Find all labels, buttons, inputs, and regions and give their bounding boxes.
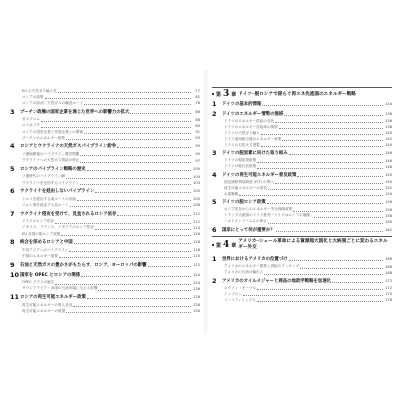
subsection-title: ドイツの石炭火力発電 [224,142,260,147]
subsection-title: ドイツの天然ガス輸入 [224,130,260,135]
dot-leader [70,203,191,207]
section-number: 10 [10,270,20,279]
toc-subsection [10,308,200,314]
section-number: 3 [10,107,15,116]
chapter-marker-icon [212,93,214,95]
dot-leader [130,110,191,114]
toc-subsection [10,129,200,135]
toc-subsection [10,88,200,94]
section-title: 世界におけるアメリカの位置づけ [222,257,288,262]
dot-leader [87,295,191,299]
page-number: 118 [193,240,200,245]
page-number: 136 [385,111,392,116]
page-number: 122 [193,262,200,267]
dot-leader [73,303,191,307]
subsection-title: ドイツの脱石炭政策 [224,164,257,168]
toc-subsection [10,280,200,286]
subsection-title: 中国のエネルギー需要 [22,253,58,258]
dot-leader [289,257,383,261]
toc-section [10,188,200,194]
page-number: 134 [385,102,392,106]
page-number: 152 [385,186,392,190]
page-number: 138 [385,125,392,129]
toc-subsection [10,225,200,231]
dot-leader [66,136,191,140]
page-number: 103 [193,181,200,185]
toc-subsection [10,158,200,164]
section-title: 国家を OPEC とロシアの関係 [20,272,81,278]
section-number: 6 [212,225,217,234]
section-number: 2 [212,109,217,118]
dot-leader [98,287,191,291]
toc-subsection [10,123,200,129]
subsection-title: 再生可能エネルギーの導入状況 [22,302,73,307]
section-number: 5 [212,198,217,206]
toc-subsection [10,174,200,180]
page-number: 148 [385,164,392,169]
section-number: 2 [212,276,217,285]
subsection-title: イギリス、フランス、イタリアのロシア依存 [22,225,94,230]
toc-subsection [10,94,200,100]
section-number: 5 [10,164,15,173]
subsection-title: トルコを経由する南ルートの計画 [22,196,76,201]
section-number: 3 [212,149,217,157]
section-number: 11 [10,293,20,301]
dot-leader [55,220,191,224]
toc-section [212,150,392,156]
page-number: 86 [195,117,200,122]
subsection-title: エクソン・モービル [224,285,257,290]
page-number: 81 [195,95,200,100]
page-number: 162 [385,227,392,232]
subsection-title: シェブロン [224,291,242,296]
dot-leader [264,271,383,275]
dot-leader [95,226,191,230]
page-number: 174 [385,292,392,296]
section-number: 4 [212,170,217,179]
page-number: 146 [385,151,392,155]
page-number: 140 [385,131,392,135]
page-number: 128 [193,303,200,307]
dot-leader [268,186,383,190]
section-title: ロシアとウクライナの天然ガスパイプライン紛争 [20,144,117,150]
chapter-suffix: 章 [231,91,237,98]
chapter-title: ドイツ─脱ロシアで揺らぐ再エネ先進国のエネルギー戦略 [238,92,356,97]
page-number: 166 [385,257,392,261]
toc-subsection [212,270,392,276]
chapter-label: 第 [216,91,222,98]
page-number: 124 [193,280,200,285]
toc-subsection [10,135,200,141]
page-number: 150 [385,180,392,184]
section-title: アメリカのオイルメジャーと商品の地政学戦略を加速化 [222,278,332,284]
dot-leader [58,89,191,93]
page-number: 160 [385,219,392,224]
subsection-title: ドイツの脱原発政策 [224,158,257,162]
chapter-number: 4 [223,240,230,250]
dot-leader [276,228,383,232]
page-number: 154 [385,192,392,196]
toc-section [212,256,392,262]
dot-leader [282,137,383,141]
section-title: 統合を深めるロシアと中国 [20,240,73,246]
subsection-title: ドイツのロシア依存 [22,219,55,224]
subsection-title: 固定価格買取制度 (FIT) の導入 [224,179,274,184]
toc-subsection [212,142,392,148]
dot-leader [243,292,383,296]
page-number: 77 [195,89,200,93]
toc-subsection [10,219,200,225]
subsection-title: 中央アジアへのパイプライン [22,247,69,252]
chapter-suffix: 章 [231,242,237,249]
subsection-title: コノコフィリップス [224,297,256,302]
dot-leader [80,152,191,156]
dot-leader [117,144,191,148]
subsection-title: OPEC プラスの誕生 [22,280,55,285]
dot-leader [239,192,383,196]
section-title: ドイツのエネルギー情勢の推移 [222,111,284,117]
section-title: 国家にとって何が重要か？ [222,227,275,233]
toc-subsection [212,164,392,170]
page-number: 158 [385,213,392,218]
page-number: 128 [193,295,200,299]
page-number: 89 [195,123,200,128]
subsection-title: ガスプロム [22,117,40,122]
subsection-title: ソ連崩壊後のパイプライン運営問題 [22,151,80,156]
subsection-title: ロシア依存からのエネルギー安全保障政策 [224,207,293,211]
toc-subsection [212,297,392,303]
dot-leader [59,254,191,258]
dot-leader [261,131,383,135]
subsection-title: ロシアの原油・天然ガスの輸送ルート [22,100,84,105]
page-number: 116 [193,232,200,236]
subsection-title: ドイツのエネルギー自給率の推移 [224,124,278,129]
toc-section [10,143,200,149]
dot-leader [66,309,191,313]
dot-leader [267,200,383,204]
dot-leader [84,130,191,134]
dot-leader [87,167,191,171]
subsection-title: アメリカの石油の輸出入 [224,270,264,274]
dot-leader [257,286,383,290]
toc-section [10,272,200,278]
dot-leader [66,175,191,179]
toc-section [10,262,200,268]
toc-section [212,111,392,117]
toc-section [212,101,392,107]
subsection-title: バルト海を経由する北ルート [22,202,69,207]
dot-leader [332,279,383,283]
page-number: 97 [195,158,200,163]
toc-subsection [10,231,200,237]
page-number: 112 [193,219,200,224]
section-title: ドイツの脱ロシア政策 [222,200,266,205]
subsection-title: ロシアの国営企業と外国企業との関係 [22,129,84,134]
page-number: 176 [385,298,392,302]
chapter-marker-icon [212,244,214,246]
section-title: ロシアの再生可能エネルギー政策 [20,295,86,300]
page-number: 124 [193,272,200,277]
page-number: 150 [385,172,392,177]
page-number: 156 [385,200,392,204]
chapter-title: アメリカ─シェール革命による資源超大国化と大統領ごとに変わるエネルギー外交 [238,239,388,250]
toc-section [10,211,200,217]
dot-leader [289,151,383,155]
section-number: 1 [212,255,217,263]
page-number: 156 [385,207,392,212]
subsection-title: ロスネフチ [22,123,40,128]
chapter-3-heading [212,89,392,99]
subsection-title: EU 各国の脱ロシア政策 [22,231,61,236]
dot-leader [74,240,191,244]
section-title: ウクライナを経由しないパイプライン [20,189,95,195]
toc-subsection [10,202,200,208]
page-number: 112 [193,211,200,216]
dot-leader [45,95,191,99]
dot-leader [268,220,383,224]
dot-leader [257,165,383,169]
chapter-4-heading [212,239,392,251]
dot-leader [257,298,383,302]
page-number: 166 [385,264,392,269]
dot-leader [284,112,383,116]
subsection-title: ドイツのエネルギー供給の変化 [224,118,275,123]
dot-leader [81,273,191,277]
dot-leader [262,102,383,106]
page-number: 142 [385,137,392,141]
dot-leader [297,173,383,177]
subsection-title: 再生可能エネルギーの展望 [22,308,66,313]
page-number: 100 [193,166,200,171]
subsection-title: ロシアの政策 [22,94,44,99]
toc-section [212,278,392,284]
toc-section [10,239,200,245]
dot-leader [314,214,383,218]
dot-leader [275,180,383,184]
toc-subsection [212,219,392,225]
page-number: 76 [195,101,200,106]
section-number: 7 [10,209,15,218]
page-number: 108 [193,203,200,208]
toc-subsection [10,286,200,292]
toc-subsection [10,253,200,259]
page-number: 120 [193,254,200,259]
toc-section [212,199,392,205]
page-number: 91 [195,130,200,134]
page-number: 105 [193,189,200,194]
dot-leader [41,124,191,128]
toc-section [212,172,392,178]
dot-leader [300,265,383,269]
chapter-number: 3 [223,89,230,99]
toc-subsection [212,191,392,197]
section-title: ドイツの脱炭素に向けた取り組み [222,151,288,156]
dot-leader [95,189,191,193]
dot-leader [69,248,191,252]
section-title: 石油と天然ガスの豊かさがもたらす、ロシア、ヨーロッパの影響 [20,262,147,268]
chapter-rule [212,236,392,237]
dot-leader [80,159,191,163]
page-number: 114 [193,225,200,230]
page-number: 126 [193,286,200,291]
page-number: 172 [385,278,392,283]
dot-leader [148,263,191,267]
toc-subsection [10,247,200,253]
page-number: 105 [193,197,200,202]
dot-leader [55,281,191,285]
subsection-title: ウクライナを迂回するパイプライン [22,180,80,185]
toc-section [10,166,200,172]
toc-subsection [10,151,200,157]
dot-leader [257,159,383,163]
subsection-title: アメリカのエネルギー需要と供給のランキング [224,264,300,268]
dot-leader [80,181,191,185]
section-title: ドイツの基本的情報 [222,102,262,107]
dot-leader [279,125,383,129]
section-number: 8 [10,238,15,247]
page-number: 144 [385,143,392,147]
page-number: 118 [193,248,200,253]
section-number: 9 [10,260,15,269]
chapter-rule [212,87,392,88]
section-number: 4 [10,142,15,151]
subsection-title: ノルドストリーム2 の停止 [224,219,267,223]
dot-leader [261,143,383,147]
page-number: 168 [385,270,392,275]
book-gutter [203,70,208,335]
subsection-title: ドイツ東西統合後のエネルギー政策 [224,136,282,141]
page-number: 93 [195,136,200,141]
dot-leader [293,208,383,212]
dot-leader [77,197,191,201]
page-number: 95 [195,152,200,157]
toc-subsection [10,180,200,186]
section-title: ウクライナ侵攻を受けて、見直されるロシア依存 [20,211,117,217]
toc-subsection [10,302,200,308]
subsection-title: ウクライナへの天然ガス供給の停止 [22,158,80,163]
section-number: 6 [10,187,15,196]
subsection-title: トランプ大統領のドイツ批判「ドイツはロシアの捕虜」 [224,213,314,217]
dot-leader [41,118,191,122]
subsection-title: サウジアラビア・米国の石油市場に与える影響 [22,286,98,291]
subsection-title: プーチンのエネルギー政策 [22,135,65,140]
dot-leader [117,212,191,216]
toc-subsection [10,117,200,123]
page-number: 100 [193,174,200,179]
subsection-title: EU の天然ガス輸入先 [22,88,57,93]
subsection-title: ソ連時代のパイプライン網 [22,174,65,179]
subsection-title: 水素戦略 [224,191,239,196]
toc-subsection [10,100,200,106]
toc-section [212,227,392,233]
dot-leader [275,119,383,123]
section-title: ロシアのパイプライン戦略の歴史 [20,166,86,172]
subsection-title: 再生可能エネルギーの普及 [224,185,268,190]
page-number: 95 [195,144,200,149]
section-number: 1 [212,100,217,108]
page-number: 86 [195,109,200,114]
page-number: 136 [385,119,392,123]
toc-section [10,109,200,115]
dot-leader [84,101,191,105]
section-title: プーチン政権の国家企業を通じた世界への影響力の拡大 [20,109,130,115]
section-title: ドイツの再生可能エネルギー普及政策 [222,172,297,178]
dot-leader [61,232,191,236]
chapter-label: 第 [216,242,222,249]
page-number: 172 [385,286,392,290]
page-number: 130 [193,309,200,314]
toc-section [10,294,200,300]
page-number: 146 [385,158,392,163]
toc-subsection [10,196,200,202]
